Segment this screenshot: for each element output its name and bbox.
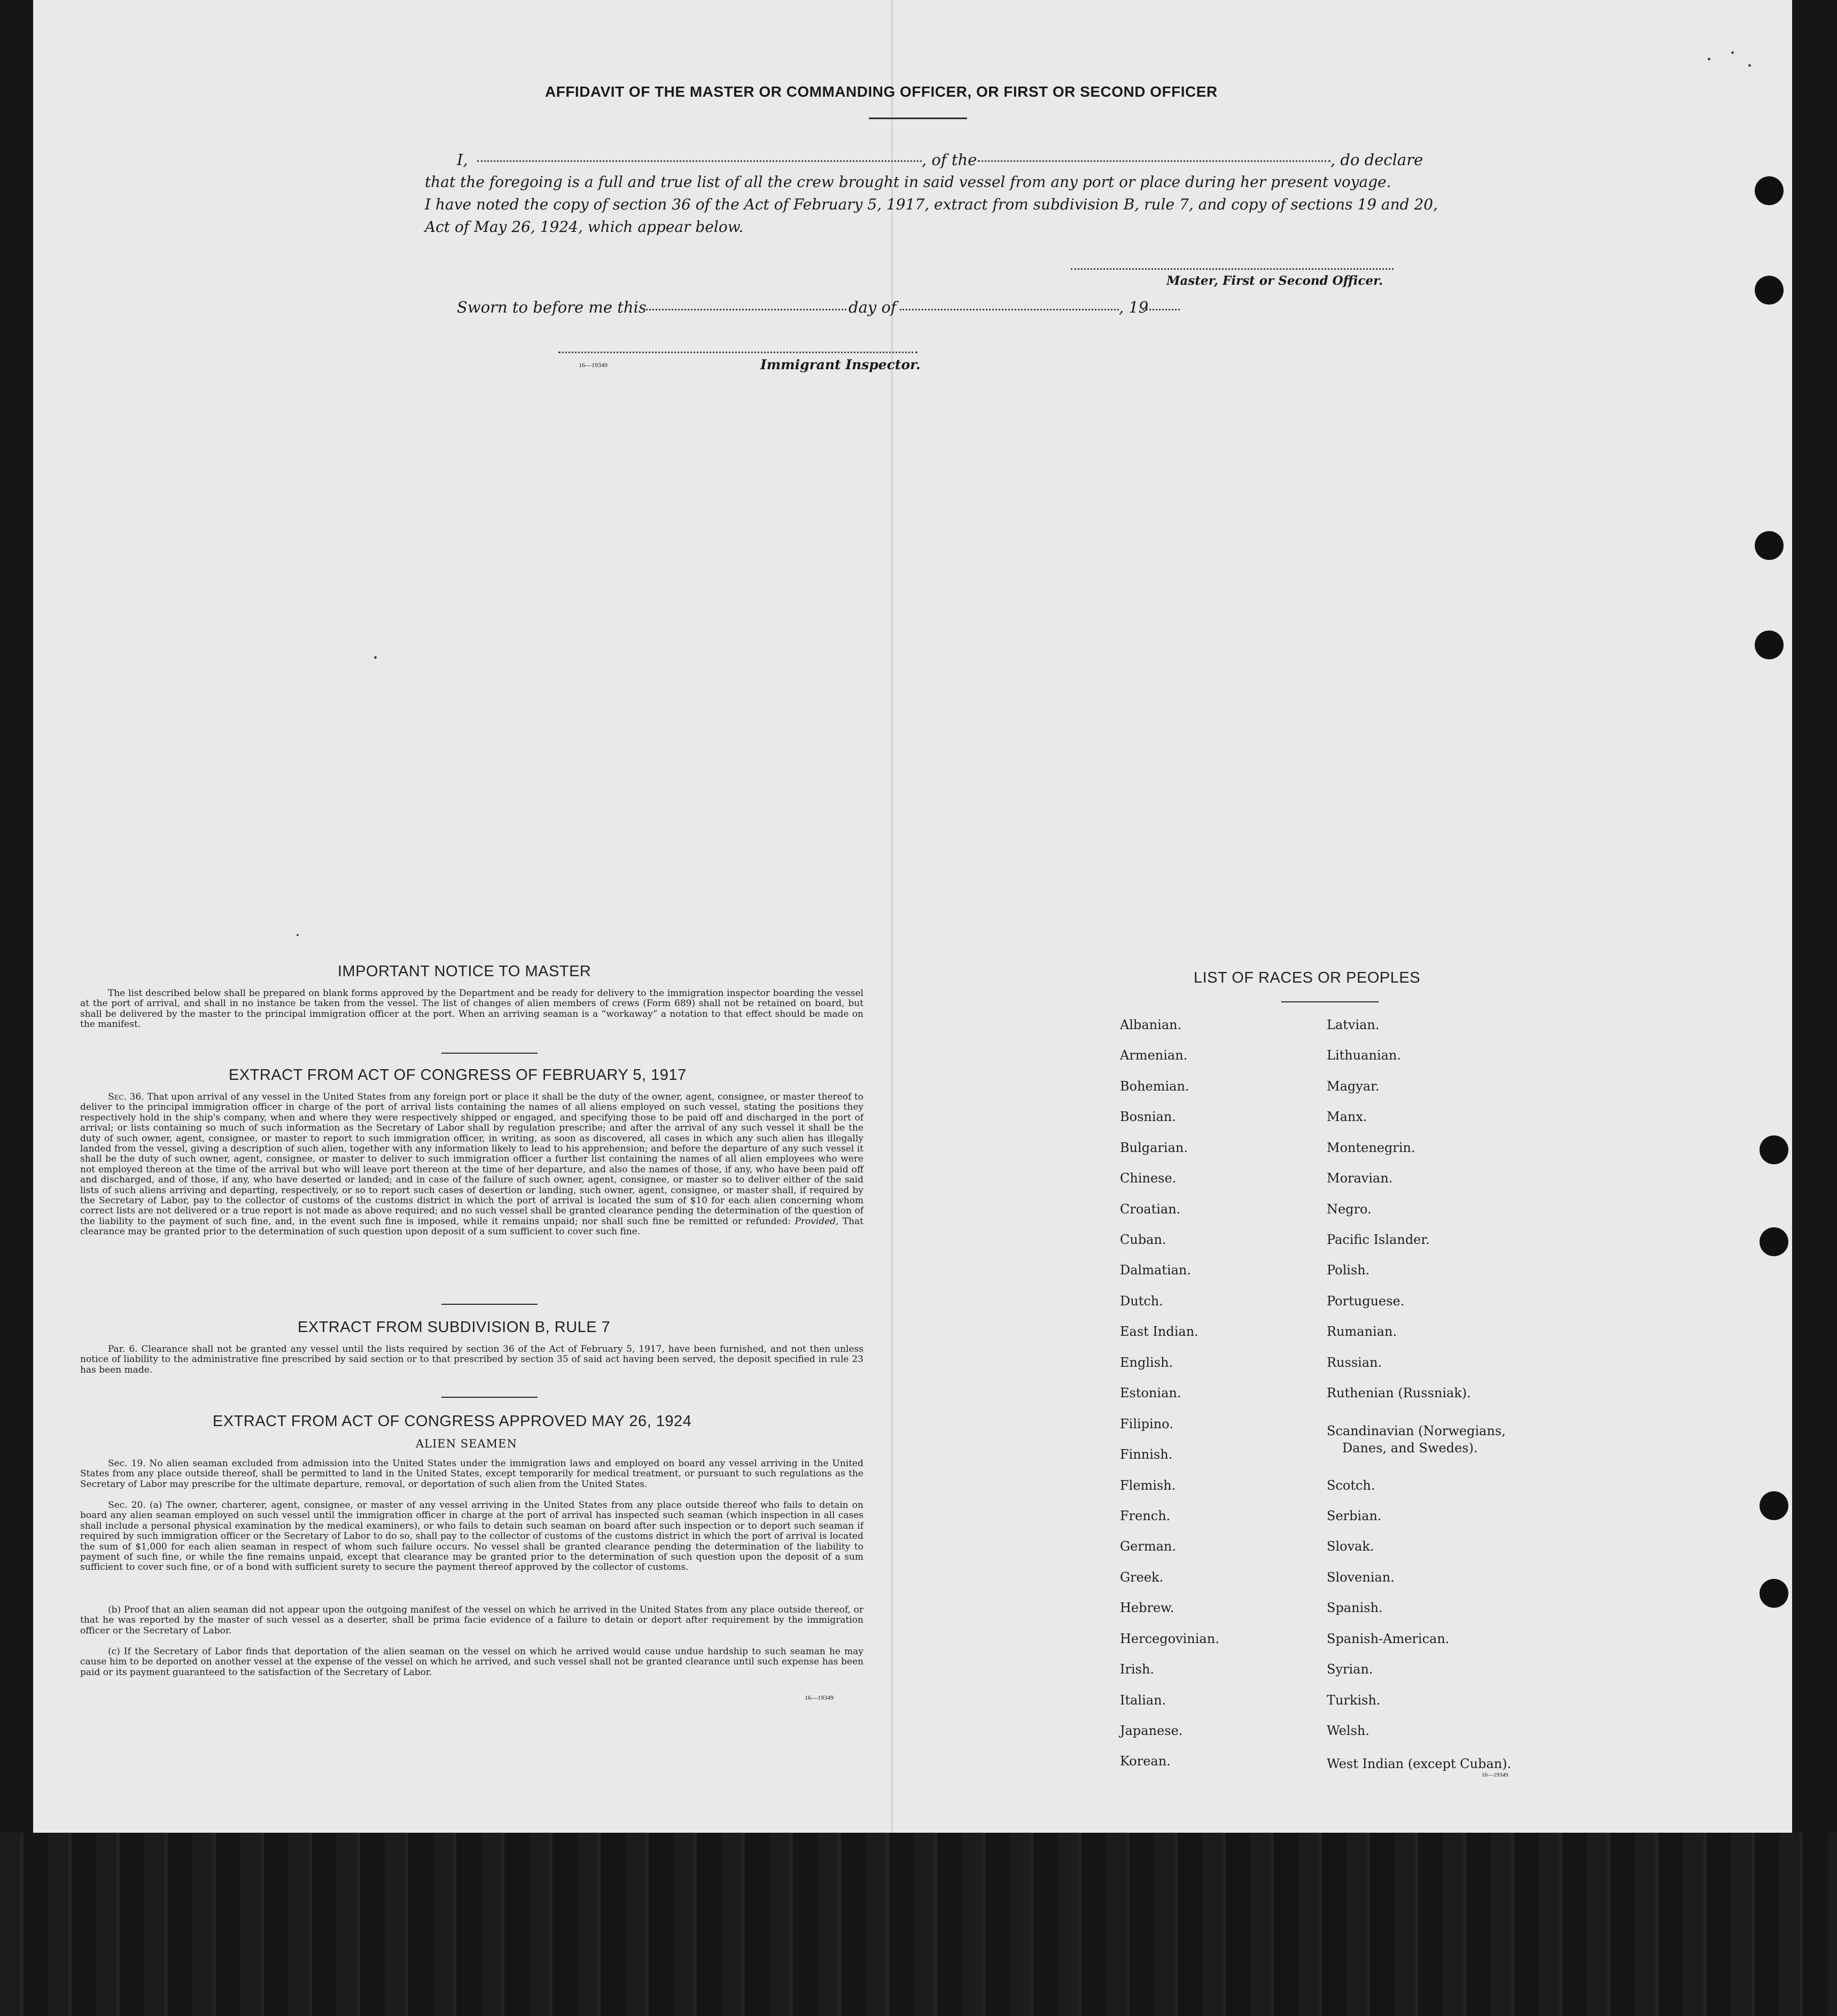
race-item: Albanian. [1120,1017,1182,1032]
race-item: Polish. [1327,1263,1370,1278]
affidavit-line-i: I, [457,151,468,169]
race-item: Hebrew. [1120,1600,1174,1615]
race-item: Spanish. [1327,1600,1383,1615]
race-item: Filipino. [1120,1416,1173,1431]
affidavit-line-declare: , do declare [1330,151,1423,169]
races-title: LIST OF RACES OR PEOPLES [1194,969,1421,986]
master-signature-blank[interactable] [1071,268,1394,270]
extract-form-number: 16—19349 [805,1694,834,1701]
race-item: Manx. [1327,1109,1367,1124]
race-item: Korean. [1120,1754,1171,1769]
affidavit-form-number: 16—19349 [579,361,608,369]
scanner-background [0,1833,1837,2016]
inspector-label: Immigrant Inspector. [760,357,921,372]
extract-1917-title: EXTRACT FROM ACT OF CONGRESS OF FEBRUARY 5, 1917 [229,1067,687,1084]
race-item: Finnish. [1120,1447,1173,1462]
race-item: Spanish-American. [1327,1631,1450,1646]
race-item: Russian. [1327,1355,1382,1370]
extract-1924-title: EXTRACT FROM ACT OF CONGRESS APPROVED MAY 26, 1924 [213,1413,692,1430]
races-form-number: 16—19349 [1482,1772,1508,1778]
sec-19-text: Sec. 19. No alien seaman excluded from admission into the United States under the immigration laws and employed on board any vessel arriving in the United States from any place outside thereof, shall be permitted to land in the United States, except temporarily for medical treatment, or pursuant to such regulations as the Secretary of Labor may prescribe for the ultimate departure, removal, or deportation of such alien from the United States. [80,1458,863,1490]
affidavit-line-of-the: , of the [922,151,977,169]
extract-rule7-title: EXTRACT FROM SUBDIVISION B, RULE 7 [298,1319,611,1336]
race-item: Dutch. [1120,1294,1163,1309]
punch-hole [1755,276,1784,305]
race-item: Rumanian. [1327,1324,1397,1339]
race-item: Bosnian. [1120,1109,1176,1124]
vessel-blank[interactable] [978,160,1330,162]
master-signature-label: Master, First or Second Officer. [1166,274,1383,288]
races-title-rule [1281,1001,1379,1002]
affidavit-line-3: I have noted the copy of section 36 of the Act of February 5, 1917, extract from subdivision B, rule 7, and copy of sections 19 and 20, [425,196,1438,213]
race-item: Montenegrin. [1327,1140,1415,1155]
race-item: Croatian. [1120,1202,1181,1217]
race-item: Negro. [1327,1202,1372,1217]
race-item: Flemish. [1120,1478,1176,1493]
race-item: Bohemian. [1120,1079,1189,1094]
race-item: Slovak. [1327,1539,1374,1554]
scan-speck [374,656,377,659]
scan-speck [1748,64,1751,67]
affidavit-title: AFFIDAVIT OF THE MASTER OR COMMANDING OFFICER, OR FIRST OR SECOND OFFICER [545,83,1218,100]
sworn-day-blank[interactable] [643,309,846,310]
race-item: Ruthenian (Russniak). [1327,1385,1471,1400]
race-item: Scotch. [1327,1478,1375,1493]
scan-speck [1708,58,1710,60]
race-item: Dalmatian. [1120,1263,1192,1278]
race-item: Syrian. [1327,1662,1373,1677]
sworn-prefix: Sworn to before me this [457,298,647,316]
race-item: Serbian. [1327,1508,1382,1523]
race-item: Magyar. [1327,1079,1380,1094]
race-item: Irish. [1120,1662,1155,1677]
race-item: West Indian (except Cuban). [1327,1756,1512,1771]
race-item: Moravian. [1327,1171,1393,1186]
section-rule [441,1397,538,1398]
sworn-year-blank[interactable] [1142,309,1180,310]
race-item: Danes, and Swedes). [1342,1441,1478,1455]
sec-36-body: That upon arrival of any vessel in the United States from any foreign port or place it shall be the duty of the owner, agent, consignee, or master thereof to deliver to the principal immigration officer in charge of the port of arrival lists containing the names of all aliens employed on such vessel, stating the positions they respectively hold in the ship's company, when and where they were respectively shipped or engaged, and specifying those to be paid off and discharged in the port of arrival; or lists containing so much of such information as the Secretary of Labor shall by regulation prescribe; and after the arrival of any such vessel it shall be the duty of such owner, agent, consignee, or master to report to such immigration officer, in writing, as soon as discovered, all cases in which any such alien has illegally landed from the vessel, giving a description of such alien, together with any information likely to lead to his apprehension; and before the departure of any such vessel it shall be the duty of such owner, agent, consignee, or master to deliver to such immigration officer a further list containing the names of all alien employees who were not employed thereon at the time of the arrival but who will leave port thereon at the time of her departure, and also the names of those, if any, who have been paid off and discharged, and of those, if any, who have deserted or landed; and in case of the failure of such owner, agent, consignee, or master so to deliver either of the said lists of such aliens arriving and departing, respectively, or so to report such cases of desertion or landing, such owner, agent, consignee, or master shall, if required by the Secretary of Labor, pay to the collector of customs of the customs district in which the port of arrival is located the sum of $10 for each alien concerning whom correct lists are not delivered or a true report is not made as above required; and no such vessel shall be granted clearance pending the determination of the question of the liability to the payment of such fine, and, in the event such fine is imposed, while it remains unpaid; nor shall such fine be remitted or refunded: [80,1092,863,1227]
punch-hole [1760,1227,1788,1256]
punch-hole [1760,1579,1788,1608]
section-rule [441,1053,538,1054]
scan-speck [1731,51,1734,54]
sec-20b-text: (b) Proof that an alien seaman did not appear upon the outgoing manifest of the vessel on which he arrived in the United States from any place outside thereof, or that he was reported by the master of such vessel as a deserter, shall be prima facie evidence of a failure to detain or deport after requirement by the immigration officer or the Secretary of Labor. [80,1605,863,1636]
sec-20a-text: Sec. 20. (a) The owner, charterer, agent, consignee, or master of any vessel arriving in the United States from any place outside thereof who fails to detain on board any alien seaman employed on such vessel until the immigration officer in charge at the port of arrival has inspected such seaman (which inspection in all cases shall include a personal physical examination by the medical examiners), or who fails to detain such seaman on board after such inspection or to deport such seaman if required by such immigration officer or the Secretary of Labor to do so, shall pay to the collector of customs of the customs district in which the port of arrival is located the sum of $1,000 for each alien seaman in respect of whom such failure occurs. No vessel shall be granted clearance pending the determination of the liability to payment of such fine, or while the fine remains unpaid, except that clearance may be granted prior to the determination of such question upon the deposit of a sum sufficient to cover such fine, or of a bond with sufficient surety to secure the payment thereof approved by the collector of customs. [80,1500,863,1573]
sec-36-body-end: That clearance may be granted prior to the determination of such question upon deposit of a sum sufficient to cover such fine. [80,1216,864,1237]
alien-seamen-subtitle: ALIEN SEAMEN [416,1437,517,1450]
race-item: Turkish. [1327,1693,1381,1708]
punch-hole [1755,176,1784,205]
race-item: Bulgarian. [1120,1140,1188,1155]
affidavit-line-4: Act of May 26, 1924, which appear below. [425,218,744,236]
sworn-year: , 19 [1119,298,1149,316]
race-item: Pacific Islander. [1327,1232,1430,1247]
extract-1917-text [80,1092,863,1237]
race-item: East Indian. [1120,1324,1198,1339]
race-item: Estonian. [1120,1385,1181,1400]
sec-36-label: Sec. 36. [108,1092,144,1102]
title-rule [869,118,967,119]
inspector-signature-blank[interactable] [558,352,917,353]
race-item: Welsh. [1327,1723,1369,1738]
notice-title: IMPORTANT NOTICE TO MASTER [338,963,591,980]
race-item: Italian. [1120,1693,1166,1708]
sworn-day-of: day of [849,298,897,316]
notice-text: The list described below shall be prepared on blank forms approved by the Department and be ready for delivery to the immigration inspector boarding the vessel at the port of arrival, and shall in no instance be taken from the vessel. The list of changes of alien members of crews (Form 689) shall not be retained on board, but shall be delivered by the master to the principal immigration officer at the port. When an arriving seaman is a “workaway” a notation to that effect should be made on the manifest. [80,988,863,1030]
race-item: Greek. [1120,1570,1164,1585]
race-item: Cuban. [1120,1232,1166,1247]
race-item: Scandinavian (Norwegians, [1327,1423,1506,1438]
race-item: French. [1120,1508,1171,1523]
sec-36-provided: Provided, [795,1216,839,1227]
race-item: Slovenian. [1327,1570,1395,1585]
page-fold [891,0,893,1833]
extract-rule7-text: Par. 6. Clearance shall not be granted any vessel until the lists required by section 36 of the Act of February 5, 1917, have been furnished, and not then unless notice of liability to the administrative fine prescribed by said section or to that prescribed by section 35 of said act having been served, the deposit specified in rule 23 has been made. [80,1344,863,1375]
sworn-month-blank[interactable] [900,309,1119,310]
race-item: Lithuanian. [1327,1048,1402,1063]
name-blank[interactable] [477,160,922,162]
punch-hole [1755,531,1784,560]
race-item: Chinese. [1120,1171,1177,1186]
race-item: English. [1120,1355,1173,1370]
section-rule [441,1304,538,1305]
punch-hole [1760,1135,1788,1164]
scan-speck [297,934,299,936]
race-item: Japanese. [1120,1723,1183,1738]
punch-hole [1760,1491,1788,1520]
race-item: Hercegovinian. [1120,1631,1219,1646]
race-item: Latvian. [1327,1017,1380,1032]
affidavit-line-2: that the foregoing is a full and true list of all the crew brought in said vessel from any port or place during her present voyage. [425,173,1391,191]
race-item: Portuguese. [1327,1294,1405,1309]
sec-20c-text: (c) If the Secretary of Labor finds that deportation of the alien seaman on the vessel on which he arrived would cause undue hardship to such seaman he may cause him to be deported on another vessel at the expense of the vessel on which he arrived, and such vessel shall not be granted clearance until such expense has been paid or its payment guaranteed to the satisfaction of the Secretary of Labor. [80,1646,863,1678]
punch-hole [1755,631,1784,659]
race-item: Armenian. [1120,1048,1188,1063]
race-item: German. [1120,1539,1176,1554]
